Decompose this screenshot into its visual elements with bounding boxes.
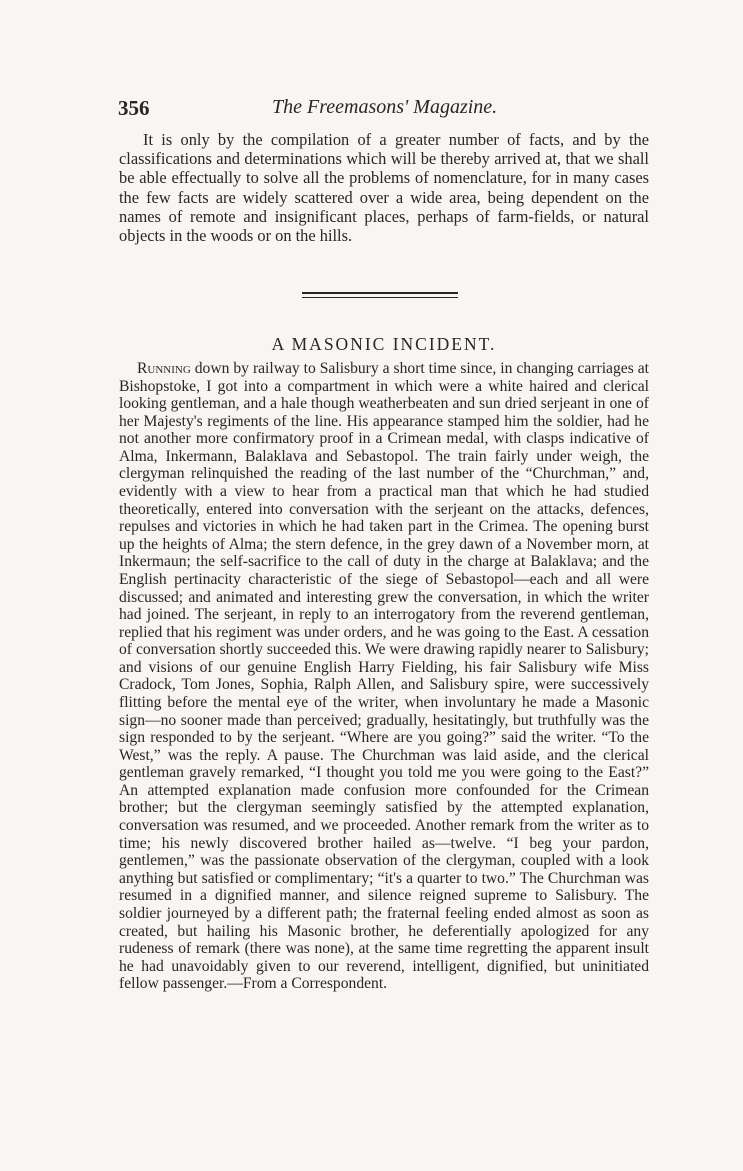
page-number: 356: [118, 96, 150, 120]
page-header: [118, 96, 648, 124]
section-divider: [302, 292, 458, 298]
article-title: A MASONIC INCIDENT.: [271, 334, 497, 354]
article-body: [119, 360, 649, 993]
article-lead-word: Running: [137, 360, 191, 377]
intro-paragraph: It is only by the compilation of a greater number of facts, and by the classifications and determinations which will be thereby arrived at, that we shall be able effectually to solve all the problems of nomenclature, for in many cases the few facts are widely scattered over a wide area, being dependent on the names of remote and insignificant places, perhaps of farm-fields, or natural objects in the woods or on the hills.: [119, 130, 649, 246]
running-title: The Freemasons' Magazine.: [272, 96, 498, 118]
article-body-text: down by railway to Salisbury a short time since, in changing carriages at Bishopstoke, I got into a compartment in which were a white haired and clerical looking gentleman, and a hale though weatherbeaten and sun dried serjeant in one of her Majesty's regiments of the line. His appearance stamped him the soldier, had he not another more confirmatory proof in a Crimean medal, with clasps indicative of Alma, Inkermann, Balaklava and Sebastopol. The train fairly under weigh, the clergyman relinquished the reading of the last number of the “Churchman,” and, evidently with a view to hear from a practical man that which he had studied theoretically, entered into conversation with the serjeant on the attacks, defences, repulses and victories in which he had taken part in the Crimea. The opening burst up the heights of Alma; the stern defence, in the grey dawn of a November morn, at Inkermaun; the self-sacrifice to the call of duty in the charge at Balaklava; and the English pertinacity characteristic of the siege of Sebastopol—each and all were discussed; and animated and interesting grew the conversation, in which the writer had joined. The serjeant, in reply to an interrogatory from the reverend gentleman, replied that his regiment was under orders, and he was going to the East. A cessation of conversation shortly succeeded this. We were drawing rapidly nearer to Salisbury; and visions of our genuine English Harry Fielding, his fair Salisbury wife Miss Cradock, Tom Jones, Sophia, Ralph Allen, and Salisbury spire, were successively flitting before the mental eye of the writer, when involuntary he made a Masonic sign—no sooner made than perceived; gradually, hesitatingly, but truthfully was the sign responded to by the serjeant. “Where are you going?” said the writer. “To the West,” was the reply. A pause. The Churchman was laid aside, and the clerical gentleman gravely remarked, “I thought you told me you were going to the East?” An attempted explanation made confusion more confounded for the Crimean brother; but the clergyman seemingly satisfied by the attempted explanation, conversation was resumed, and we proceeded. Another remark from the writer as to time; his newly discovered brother hailed as—twelve. “I beg your pardon, gentlemen,” was the passionate observation of the clergyman, coupled with a look anything but satisfied or complimentary; “it's a quarter to two.” The Churchman was resumed in a dignified manner, and silence reigned supreme to Salisbury. The soldier journeyed by a different path; the fraternal feeling ended almost as soon as created, but hailing his Masonic brother, he deferentially apologized for any rudeness of remark (there was none), at the same time regretting the apparent insult he had unavoidably given to our reverend, intelligent, dignified, but uninitiated fellow passenger.—From a Correspondent.: [119, 360, 649, 993]
